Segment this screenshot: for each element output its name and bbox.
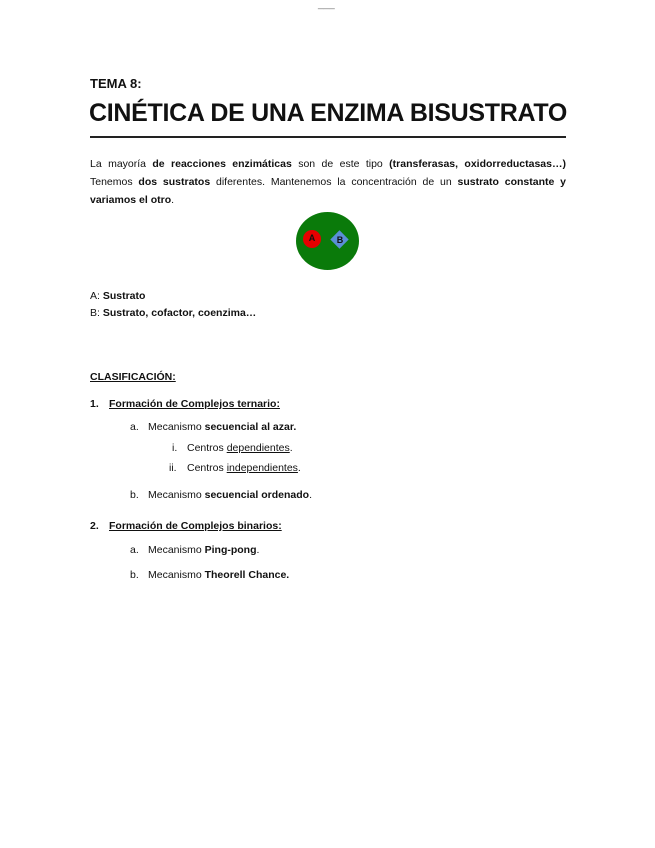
legend-b xyxy=(90,307,256,319)
text: La mayoría xyxy=(90,158,153,170)
list-number: 2. xyxy=(90,520,99,532)
list-item xyxy=(187,442,293,454)
text: Mecanismo xyxy=(148,569,205,581)
page-title: CINÉTICA DE UNA ENZIMA BISUSTRATO xyxy=(89,99,568,127)
text: independientes xyxy=(226,462,298,474)
text: . xyxy=(171,194,175,206)
text: dos sustratos xyxy=(138,176,211,188)
text: sustrato constante y variamos el otro xyxy=(90,176,566,206)
list-item xyxy=(148,569,289,581)
text: diferentes. Mantenemos la concentración de un xyxy=(210,176,458,188)
intro-paragraph xyxy=(90,155,566,209)
text: dependientes xyxy=(226,442,290,454)
list-item-binary: Formación de Complejos binarios: xyxy=(109,520,282,532)
list-number: i. xyxy=(172,442,178,454)
substrate-b-label: B xyxy=(336,235,344,245)
text: A: xyxy=(90,290,103,302)
list-item xyxy=(148,421,296,433)
text: secuencial ordenado xyxy=(204,489,310,501)
list-item xyxy=(148,489,312,501)
list-number: ii. xyxy=(169,462,177,474)
text: secuencial al azar. xyxy=(204,421,297,433)
list-number: b. xyxy=(130,489,139,501)
text: . xyxy=(297,462,301,474)
topic-label: TEMA 8: xyxy=(90,76,142,91)
list-item-ternary: Formación de Complejos ternario: xyxy=(109,398,280,410)
substrate-b-diamond xyxy=(331,231,349,249)
text: . xyxy=(309,489,312,501)
legend-a xyxy=(90,290,145,302)
text: Sustrato xyxy=(102,290,146,302)
text: . xyxy=(289,442,293,454)
text: Theorell Chance. xyxy=(204,569,290,581)
header-mark: ___ xyxy=(318,0,335,10)
list-item xyxy=(187,462,301,474)
text: (transferasas, oxidorreductasas…) xyxy=(389,158,566,170)
title-divider xyxy=(90,136,566,138)
text: Mecanismo xyxy=(148,421,205,433)
list-number: a. xyxy=(130,421,139,433)
classification-heading: CLASIFICACIÓN: xyxy=(90,371,176,383)
list-number: a. xyxy=(130,544,139,556)
text: son de este tipo xyxy=(291,158,390,170)
text: B: xyxy=(90,307,103,319)
text: Mecanismo xyxy=(148,544,205,556)
text: Ping-pong xyxy=(204,544,257,556)
text: . xyxy=(256,544,260,556)
text: de reacciones enzimáticas xyxy=(152,158,292,170)
text: Tenemos xyxy=(90,176,139,188)
text: Centros xyxy=(187,462,227,474)
text: Sustrato, cofactor, coenzima… xyxy=(102,307,257,319)
list-number: b. xyxy=(130,569,139,581)
text: Centros xyxy=(187,442,227,454)
list-item xyxy=(148,544,259,556)
text: Mecanismo xyxy=(148,489,205,501)
list-number: 1. xyxy=(90,398,99,410)
substrate-a-circle: A xyxy=(303,230,321,248)
